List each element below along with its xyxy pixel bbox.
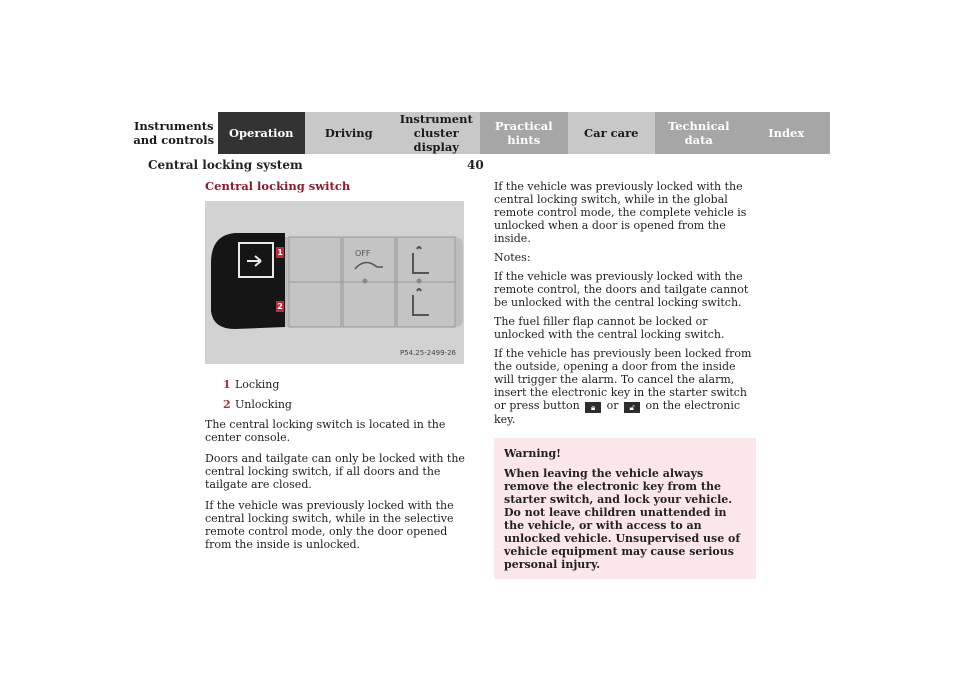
paragraph: Doors and tailgate can only be locked with the central locking switch, if all doors and the tailgate are closed. [205, 452, 465, 491]
tab-instrument-cluster-display[interactable]: Instrument cluster display [393, 112, 481, 154]
unlock-button-icon: 🔓︎ [624, 402, 640, 413]
callout-2: 2 [277, 302, 283, 311]
central-locking-switch-figure [205, 201, 464, 364]
left-column [205, 180, 475, 559]
right-column [494, 180, 756, 579]
subsection-heading: Central locking switch [205, 179, 351, 193]
tab-car-care[interactable]: Car care [568, 112, 656, 154]
notes-label: Notes: [494, 251, 531, 264]
legend-item: 2 Unlocking [223, 398, 292, 411]
legend-item: 1 Locking [223, 378, 280, 391]
off-label: OFF [355, 249, 371, 258]
switch-illustration [205, 201, 464, 364]
warning-text: When leaving the vehicle always remove the electronic key from the starter switch, and lock your vehicle. Do not leave children unattended in the vehicle, or with access to an unlocked vehicle. Unsupervised use of vehicle equipment may cause serious personal injury. [504, 467, 741, 571]
paragraph: If the vehicle was previously locked with the central locking switch, while in the selective remote control mode, only the door opened from the inside is unlocked. [205, 499, 454, 551]
tab-technical-data[interactable]: Technical data [655, 112, 743, 154]
paragraph: The central locking switch is located in the center console. [205, 418, 446, 444]
tab-instruments-and-controls[interactable]: Instruments and controls [130, 112, 218, 154]
tab-driving[interactable]: Driving [305, 112, 393, 154]
warning-box [494, 438, 756, 579]
paragraph: If the vehicle was previously locked with the central locking switch, while in the global remote control mode, the complete vehicle is unlocked when a door is opened from the inside. [494, 180, 747, 245]
paragraph: If the vehicle was previously locked with the remote control, the doors and tailgate cannot be unlocked with the central locking switch. [494, 270, 749, 309]
tab-operation[interactable]: Operation [218, 112, 306, 154]
paragraph: If the vehicle has previously been locked from the outside, opening a door from the inside will trigger the alarm. To cancel the alarm, insert the electronic key in the starter switch or press button 🔒︎ or 🔓︎ on the electronic key. [494, 347, 752, 426]
chapter-tabs [130, 112, 830, 154]
figure-code: P54.25-2499-26 [399, 349, 456, 357]
callout-1: 1 [277, 248, 283, 257]
section-title: Central locking system [148, 158, 303, 172]
tab-index[interactable]: Index [743, 112, 831, 154]
tab-practical-hints[interactable]: Practical hints [480, 112, 568, 154]
page-number: 40 [467, 158, 484, 172]
figure-legend [205, 378, 475, 411]
lock-button-icon: 🔒︎ [585, 402, 601, 413]
warning-title: Warning! [504, 447, 562, 460]
paragraph: The fuel filler flap cannot be locked or unlocked with the central locking switch. [494, 315, 725, 341]
